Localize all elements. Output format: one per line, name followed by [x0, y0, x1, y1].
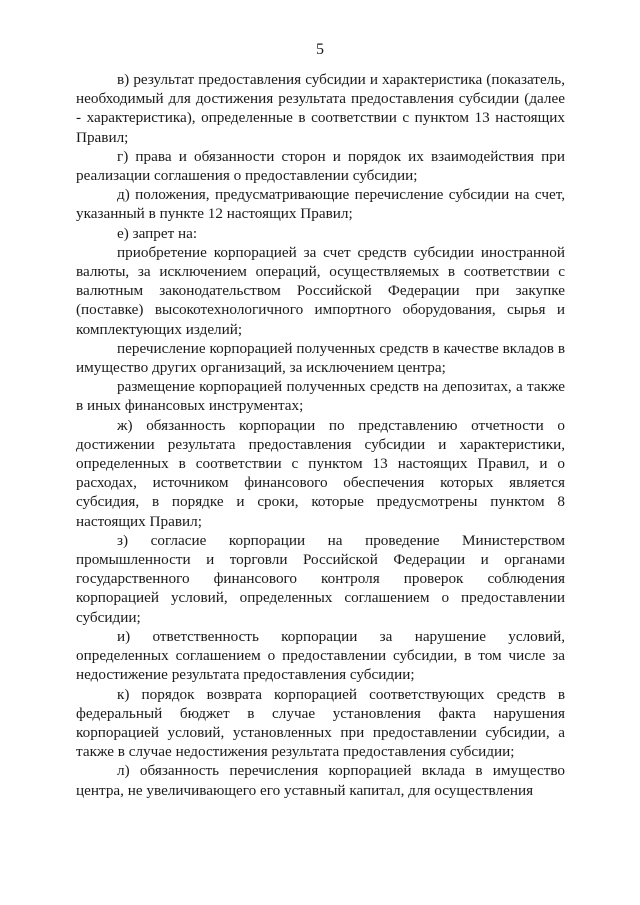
- paragraph-e-item-2: перечисление корпорацией полученных средств в качестве вкладов в имущество других организаций, за исключением центра;: [76, 339, 565, 377]
- paragraph-i: и) ответственность корпорации за нарушение условий, определенных соглашением о предоставлении субсидии, в том числе за недостижение результата предоставления субсидии;: [76, 627, 565, 684]
- paragraph-v: в) результат предоставления субсидии и характеристика (показатель, необходимый для достижения результата предоставления субсидии (далее - характеристика), определенные в соответствии с пунктом 13 настоящих Правил;: [76, 71, 565, 146]
- paragraph-d: д) положения, предусматривающие перечисление субсидии на счет, указанный в пункте 12 настоящих Правил;: [76, 186, 565, 223]
- page-number: 5: [316, 41, 324, 58]
- paragraph-e-item-1: приобретение корпорацией за счет средств субсидии иностранной валюты, за исключением операций, осуществляемых в соответствии с валютным законодательством Российской Федерации при закупке (поставке) высокотехнологичного импортного оборудования, сырья и комплектующих изделий;: [76, 243, 565, 338]
- paragraph-e-item-3: размещение корпорацией полученных средств на депозитах, а также в иных финансовых инструментах;: [76, 378, 565, 415]
- document-body: [76, 70, 565, 800]
- paragraph-zh: ж) обязанность корпорации по представлению отчетности о достижении результата предоставления субсидии и характеристики, определенных в соответствии с пунктом 13 настоящих Правил, и о расходах, источником финансового обеспечения которых является субсидия, в порядке и сроки, которые предусмотрены пунктом 8 настоящих Правил;: [76, 416, 565, 530]
- paragraph-g: г) права и обязанности сторон и порядок их взаимодействия при реализации соглашения о предоставлении субсидии;: [76, 147, 565, 185]
- paragraph-l: л) обязанность перечисления корпорацией вклада в имущество центра, не увеличивающего его уставный капитал, для осуществления: [76, 762, 565, 799]
- paragraph-k: к) порядок возврата корпорацией соответствующих средств в федеральный бюджет в случае установления факта нарушения корпорацией условий, установленных при предоставлении субсидии, а также в случае недостижения результата предоставления субсидии;: [76, 685, 565, 761]
- paragraph-e: е) запрет на:: [117, 224, 198, 242]
- paragraph-z: з) согласие корпорации на проведение Министерством промышленности и торговли Российской Федерации и органами государственного финансового контроля проверок соблюдения корпорацией условий, определенных соглашением о предоставлении субсидии;: [76, 531, 565, 626]
